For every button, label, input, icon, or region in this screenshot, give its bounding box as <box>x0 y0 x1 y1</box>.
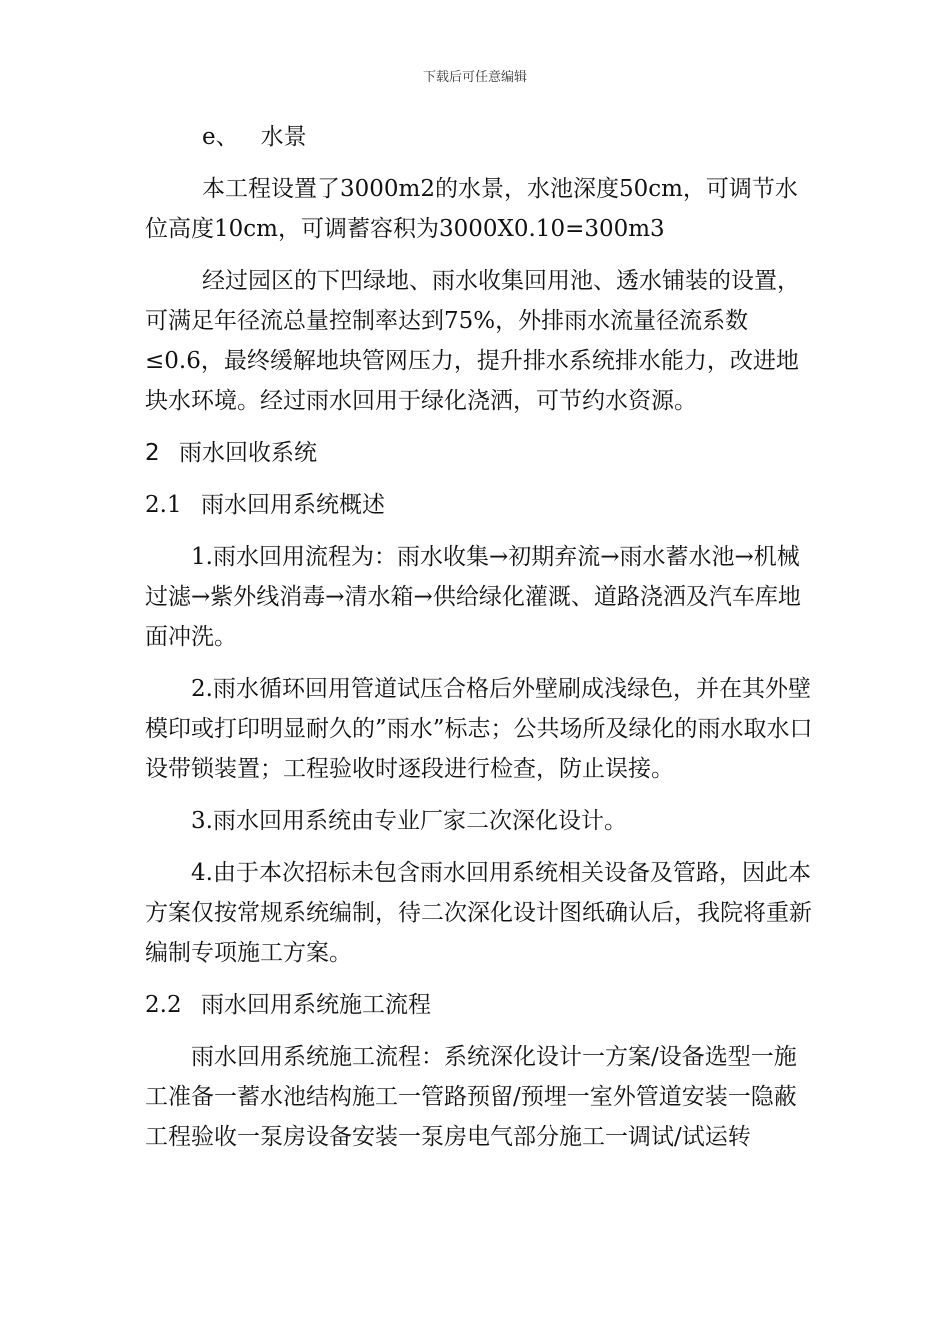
paragraph: 4.由于本次招标未包含雨水回用系统相关设备及管路，因此本方案仅按常规系统编制，待二次深化设计图纸确认后，我院将重新编制专项施工方案。 <box>145 860 812 966</box>
subsection-title: 雨水回用系统施工流程 <box>201 992 431 1018</box>
paragraph: 经过园区的下凹绿地、雨水收集回用池、透水铺装的设置，可满足年径流总量控制率达到75%，外排雨水流量径流系数≤0.6，最终缓解地块管网压力，提升排水系统排水能力，改进地块水环境。经过雨水回用于绿化浇洒，可节约水资源。 <box>145 268 800 414</box>
subsection-number: 2.1 <box>145 492 182 518</box>
section-title: 雨水回收系统 <box>179 440 317 466</box>
section-number: 2 <box>145 440 160 466</box>
subsection-heading <box>145 985 815 1025</box>
subsection-number: 2.2 <box>145 992 182 1018</box>
paragraph: 3.雨水回用系统由专业厂家二次深化设计。 <box>191 808 627 834</box>
page-header: 下载后可任意编辑 <box>422 70 527 85</box>
paragraph: 雨水回用系统施工流程：系统深化设计一方案/设备选型一施工准备一蓄水池结构施工一管路预留/预埋一室外管道安装一隐蔽工程验收一泵房设备安装一泵房电气部分施工一调试/试运转 <box>145 1044 797 1150</box>
item-marker: e、 <box>202 124 239 150</box>
section-heading <box>145 433 815 473</box>
list-item-e <box>145 117 815 157</box>
paragraph: 2.雨水循环回用管道试压合格后外壁刷成浅绿色，并在其外壁模印或打印明显耐久的”雨水”标志；公共场所及绿化的雨水取水口设带锁装置；工程验收时逐段进行检查，防止误接。 <box>145 676 813 782</box>
document-body <box>145 117 815 1157</box>
subsection-title: 雨水回用系统概述 <box>201 492 385 518</box>
paragraph: 本工程设置了3000m2的水景，水池深度50cm，可调节水位高度10cm，可调蓄容积为3000X0.10=300m3 <box>145 176 798 242</box>
paragraph: 1.雨水回用流程为：雨水收集→初期弃流→雨水蓄水池→机械过滤→紫外线消毒→清水箱→供给绿化灌溉、道路浇洒及汽车库地面冲洗。 <box>145 544 801 650</box>
item-text: 水景 <box>260 124 307 150</box>
subsection-heading <box>145 485 815 525</box>
